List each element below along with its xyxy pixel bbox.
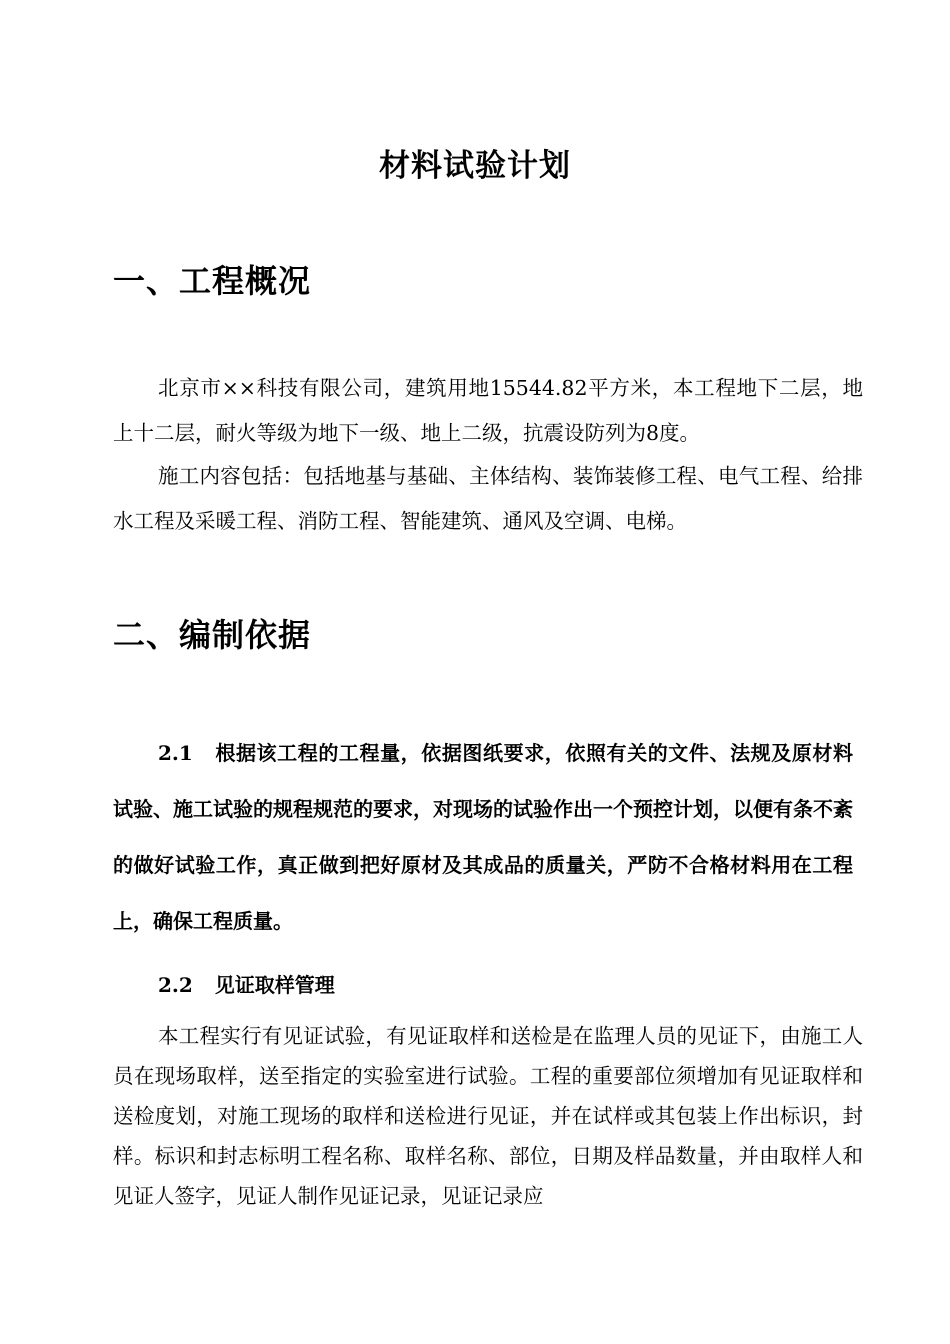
item-2-2-number: 2.2 — [158, 973, 193, 997]
overview-paragraph-2: 施工内容包括：包括地基与基础、主体结构、装饰装修工程、电气工程、给排水工程及采暖工程、消防工程、智能建筑、通风及空调、电梯。 — [113, 464, 863, 533]
item-2-2-paragraph: 本工程实行有见证试验，有见证取样和送检是在监理人员的见证下，由施工人员在现场取样，送至指定的实验室进行试验。工程的重要部位须增加有见证取样和送检度划，对施工现场的取样和送检进行见证，并在试样或其包装上作出标识，封样。标识和封志标明工程名称、取样名称、部位，日期及样品数量，并由取样人和见证人签字，见证人制作见证记录，见证记录应 — [113, 1024, 863, 1208]
item-2-1-number: 2.1 — [158, 741, 193, 765]
item-2-1-paragraph — [113, 725, 853, 949]
item-2-1-text: 根据该工程的工程量，依据图纸要求，依照有关的文件、法规及原材料试验、施工试验的规程规范的要求，对现场的试验作出一个预控计划，以便有条不紊的做好试验工作，真正做到把好原材及其成品的质量关，严防不合格材料用在工程上，确保工程质量。 — [113, 741, 853, 933]
item-2-2-heading — [158, 963, 335, 1007]
section-heading-overview: 一、工程概况 — [113, 262, 312, 300]
overview-paragraph-1: 北京市××科技有限公司，建筑用地15544.82平方米，本工程地下二层，地上十二层，耐火等级为地下一级、地上二级，抗震设防列为8度。 — [113, 376, 863, 445]
item-2-2-title: 见证取样管理 — [214, 973, 335, 997]
section-heading-basis: 二、编制依据 — [113, 616, 312, 654]
document-title: 材料试验计划 — [379, 148, 571, 184]
